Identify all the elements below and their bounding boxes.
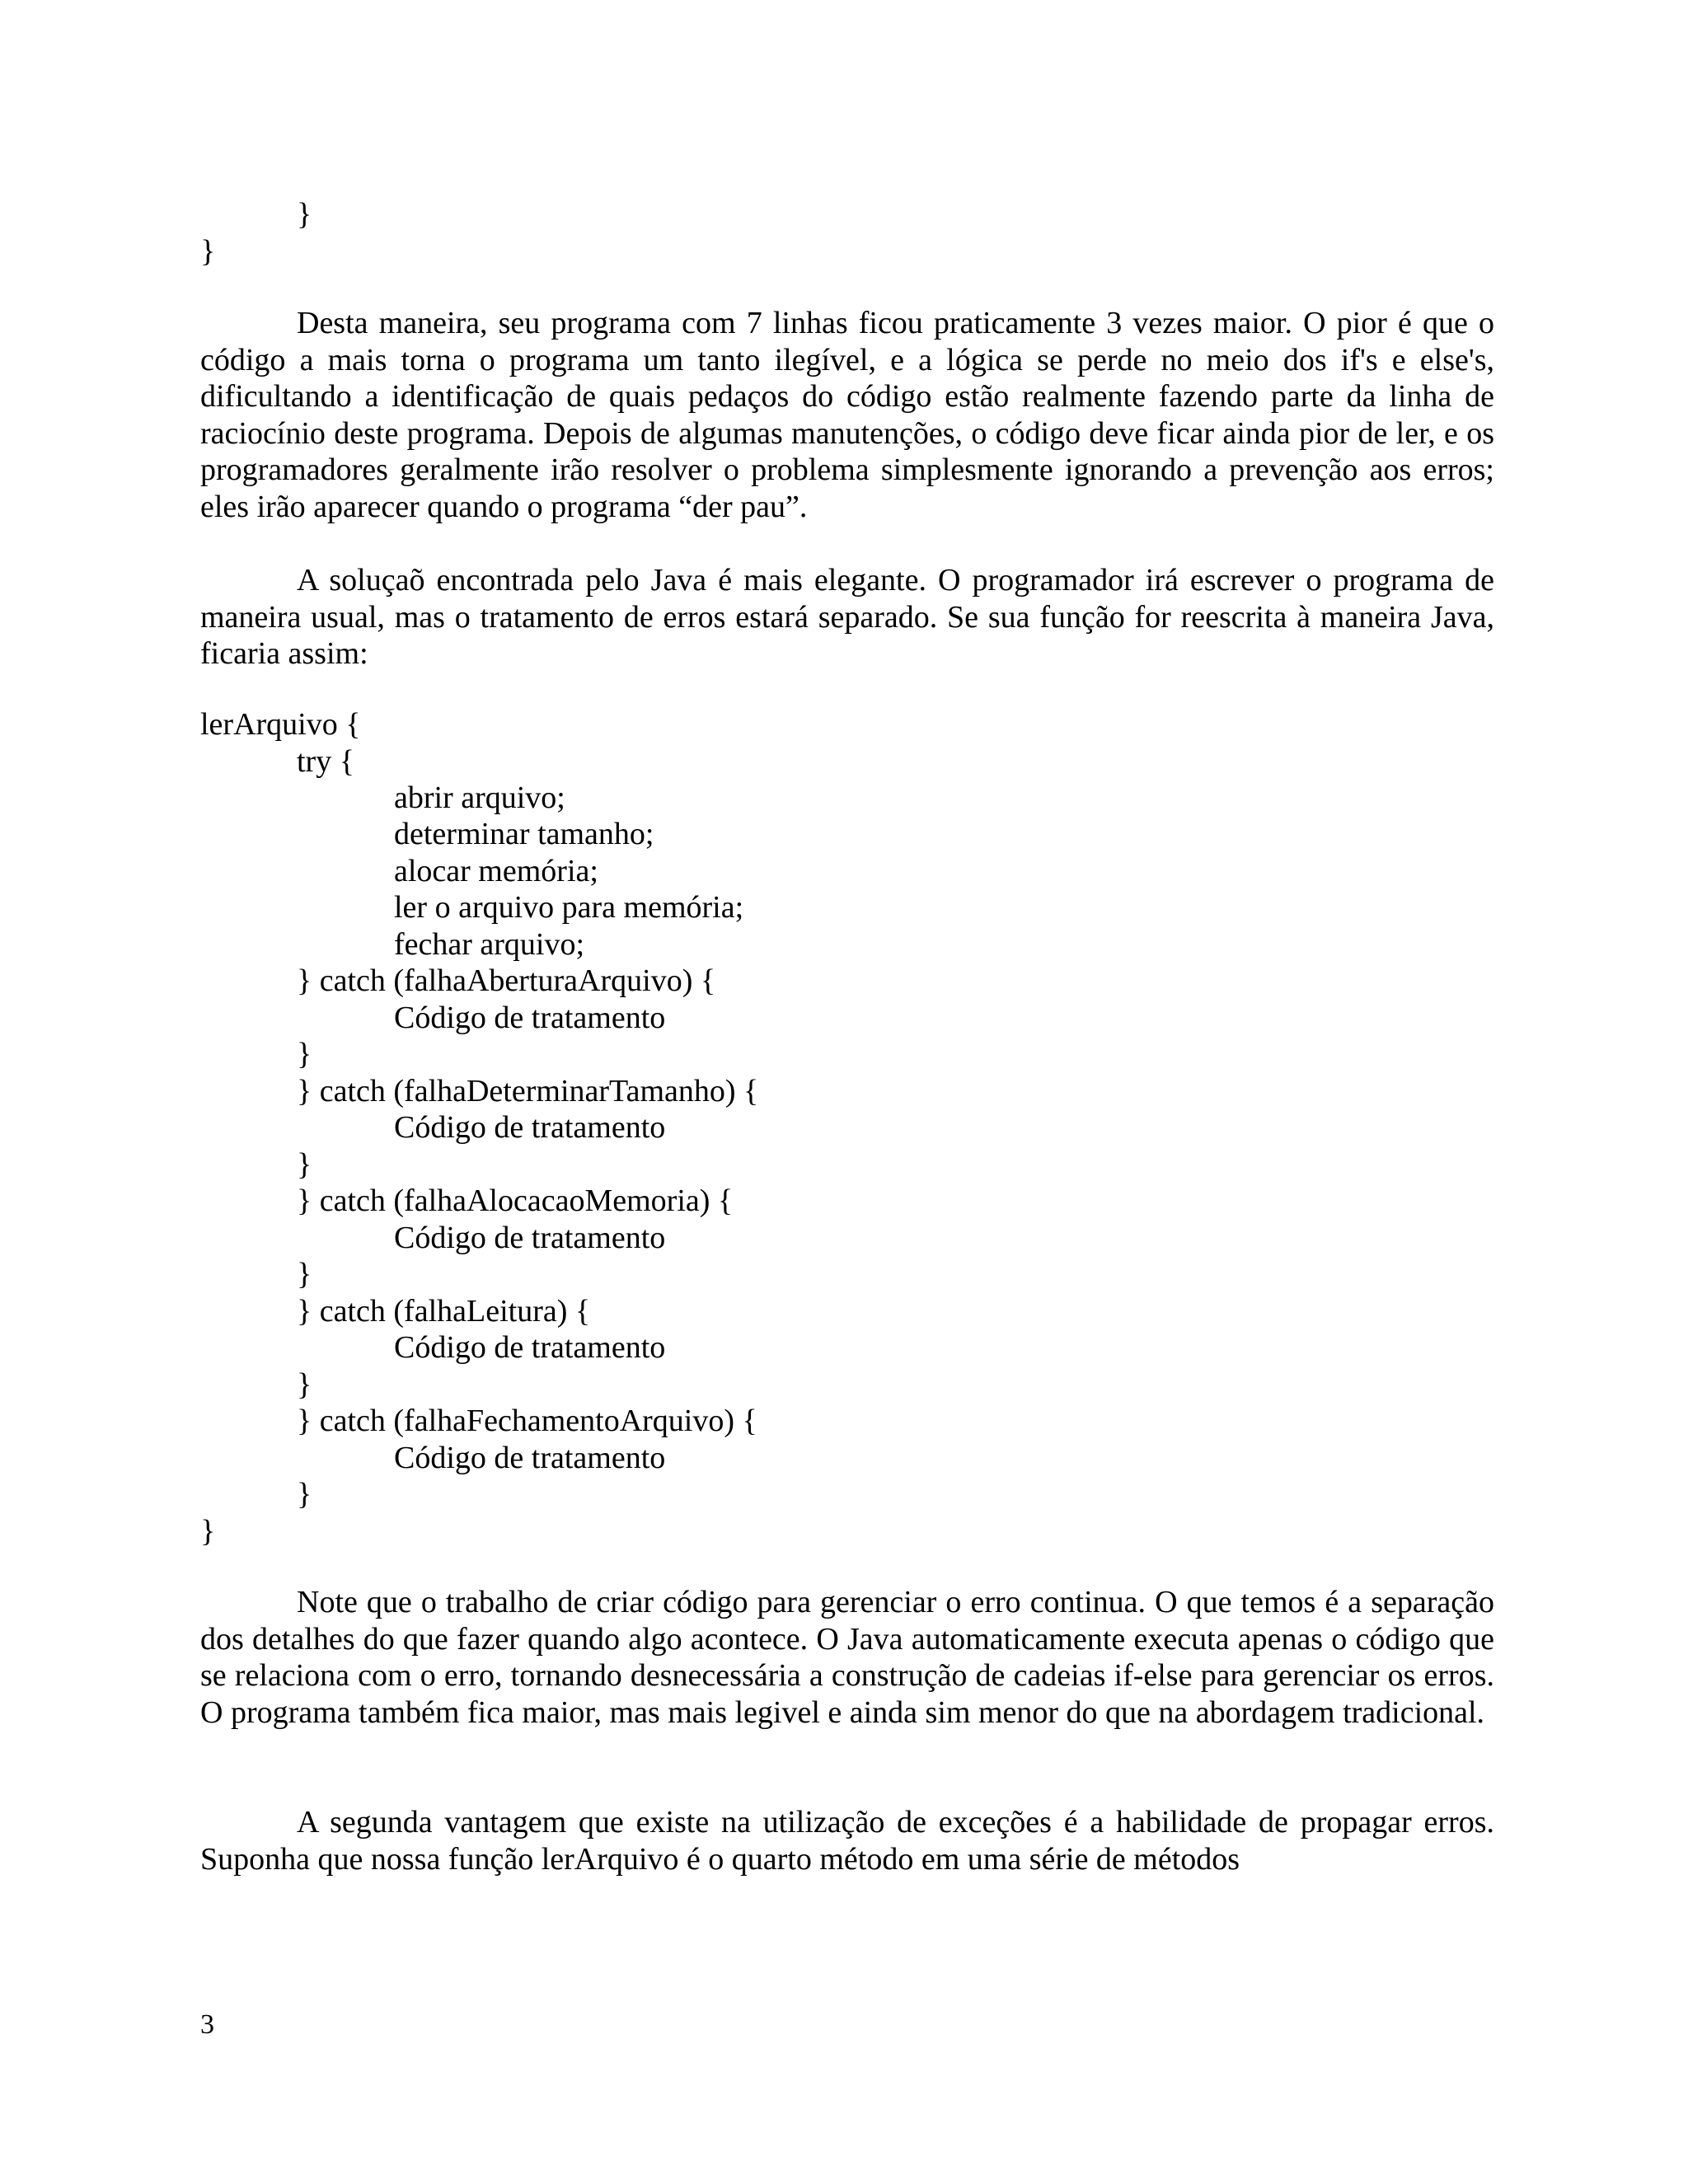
code-line: Código de tratamento	[394, 1221, 666, 1255]
code-line: alocar memória;	[394, 854, 598, 888]
code-line: }	[297, 1037, 312, 1071]
code-line: }	[297, 197, 312, 232]
code-line: }	[297, 1147, 312, 1182]
code-line: } catch (falhaDeterminarTamanho) {	[297, 1074, 759, 1108]
code-line: }	[297, 1367, 312, 1402]
code-line: } catch (falhaLeitura) {	[297, 1294, 591, 1329]
code-line: determinar tamanho;	[394, 817, 654, 851]
code-line: Código de tratamento	[394, 1001, 666, 1035]
code-line: ler o arquivo para memória;	[394, 890, 744, 925]
code-line: abrir arquivo;	[394, 780, 565, 815]
code-line: fechar arquivo;	[394, 927, 585, 962]
code-line: }	[297, 1477, 312, 1511]
code-line: Código de tratamento	[394, 1330, 666, 1365]
page-number: 3	[200, 2009, 214, 2040]
code-line: try {	[297, 744, 354, 779]
body-paragraph: A segunda vantagem que existe na utilização de exceções é a habilidade de propagar erros. Suponha que nossa função lerArquivo é o quarto método em uma série de métodos	[200, 1805, 1494, 1877]
code-line: Código de tratamento	[394, 1110, 666, 1145]
code-line: lerArquivo {	[200, 707, 361, 742]
code-line: } catch (falhaAberturaArquivo) {	[297, 963, 716, 998]
body-paragraph: Note que o trabalho de criar código para gerenciar o erro continua. O que temos é a separação dos detalhes do que fazer quando algo acontece. O Java automaticamente executa apenas o código que se relaciona com o erro, tornando desnecessária a construção de cadeias if-else para gerenciar os erros. O programa também fica maior, mas mais legivel e ainda sim menor do que na abordagem tradicional.	[200, 1585, 1494, 1730]
code-line: }	[200, 234, 216, 269]
body-paragraph: A soluçaõ encontrada pelo Java é mais elegante. O programador irá escrever o programa de maneira usual, mas o tratamento de erros estará separado. Se sua função for reescrita à maneira Java, ficaria assim:	[200, 563, 1494, 671]
body-paragraph: Desta maneira, seu programa com 7 linhas ficou praticamente 3 vezes maior. O pior é que o código a mais torna o programa um tanto ilegível, e a lógica se perde no meio dos if's e else's, dificultando a identificação de quais pedaços do código estão realmente fazendo parte da linha de raciocínio deste programa. Depois de algumas manutenções, o código deve ficar ainda pior de ler, e os programadores geralmente irão resolver o problema simplesmente ignorando a prevenção aos erros; eles irão aparecer quando o programa “der pau”.	[200, 306, 1494, 524]
code-line: } catch (falhaAlocacaoMemoria) {	[297, 1183, 734, 1218]
code-line: }	[297, 1257, 312, 1291]
code-line: }	[200, 1514, 216, 1549]
code-line: Código de tratamento	[394, 1441, 666, 1475]
code-line: } catch (falhaFechamentoArquivo) {	[297, 1404, 757, 1438]
